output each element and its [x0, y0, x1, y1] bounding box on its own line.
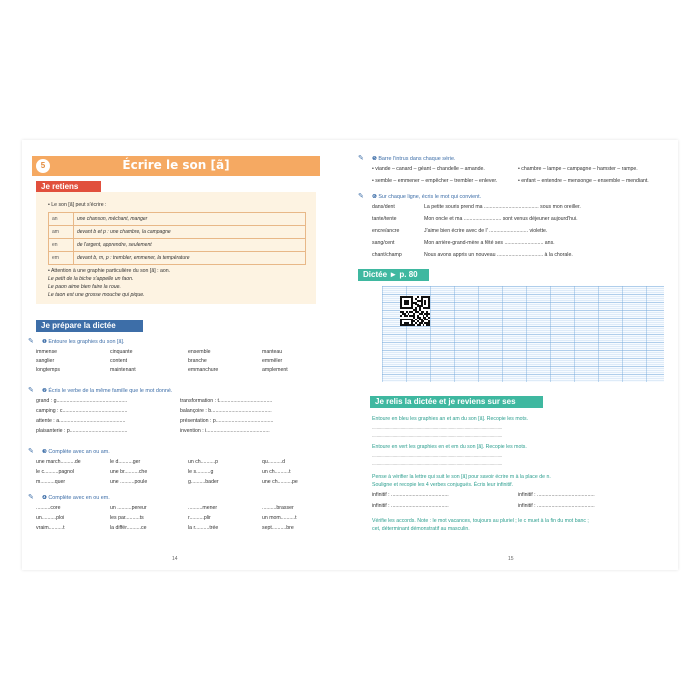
relis-instruction: cet, déterminant démonstratif au masculin. [372, 526, 470, 532]
exercise-item[interactable]: longtemps [36, 367, 60, 373]
exercise-2-title: ❷ Écris le verbe de la même famille que le mot donné. [42, 388, 173, 394]
pencil-icon: ✎ [358, 193, 364, 200]
exercise-item[interactable]: sanglier [36, 358, 55, 364]
lesson-number-badge: 5 [36, 159, 50, 173]
je-relis-heading: Je relis la dictée et je reviens sur ses difficultés [370, 396, 543, 408]
exercise-item[interactable]: ..........mener [188, 505, 218, 511]
exercise-5-series[interactable]: • semble – emmener – empêcher – trembler – enlever. [372, 178, 498, 184]
pencil-icon: ✎ [28, 494, 34, 501]
exercise-6-sentence[interactable]: J'aime bien écrire avec de l' ........................... violette. [424, 228, 548, 234]
page-number: 15 [508, 556, 514, 562]
table-row [49, 226, 306, 239]
exercise-item[interactable]: un mom..........t [262, 515, 297, 521]
exercise-item[interactable]: ensemble [188, 349, 211, 355]
retiens-example: Le taon est une grosse mouche qui pique. [48, 292, 145, 298]
exercise-item[interactable]: emmêler [262, 358, 283, 364]
exercise-item[interactable]: le s..........g [188, 469, 214, 475]
exercise-item[interactable]: une march..........de [36, 459, 81, 465]
table-value: devant b, m, p : trembler, emmener, la température [74, 252, 306, 265]
exercise-5-series[interactable]: • chambre – lampe – campagne – hamster – rampe. [518, 166, 638, 172]
pencil-icon: ✎ [28, 338, 34, 345]
retiens-intro: • Le son [ã] peut s'écrire : [48, 202, 107, 208]
exercise-item[interactable]: content [110, 358, 128, 364]
table-value: devant b et p : une chambre, la campagne [74, 226, 306, 239]
exercise-item[interactable]: un ..........pereur [110, 505, 147, 511]
exercise-item[interactable]: la différ..........ce [110, 525, 147, 531]
exercise-item[interactable]: sept..........bre [262, 525, 294, 531]
exercise-5-series[interactable]: • enfant – entendre – mensonge – ensemble – mendiant. [518, 178, 649, 184]
answer-line[interactable]: .................................................................................................................. [372, 433, 503, 439]
retiens-example: Le paon aime bien faire la roue. [48, 284, 121, 290]
graphies-table [48, 212, 306, 265]
exercise-3-title: ❸ Complète avec an ou am. [42, 449, 110, 455]
exercise-item[interactable]: ..........brasser [262, 505, 294, 511]
table-row [49, 239, 306, 252]
exercise-item[interactable]: r..........plir [188, 515, 211, 521]
exercise-item[interactable]: qu..........d [262, 459, 286, 465]
exercise-2-line[interactable]: invention : i............................................ [180, 428, 270, 434]
exercise-item[interactable]: immense [36, 349, 58, 355]
exercise-item[interactable]: un..........ploi [36, 515, 65, 521]
exercise-2-line[interactable]: présentation : p........................................ [180, 418, 274, 424]
answer-line[interactable]: .................................................................................................................. [372, 425, 503, 431]
exercise-item[interactable]: manteau [262, 349, 283, 355]
relis-instruction: Pense à vérifier la lettre qui suit le son [ã] pour savoir écrire m à la place de n. [372, 474, 551, 480]
exercise-item[interactable]: une ch..........pe [262, 479, 298, 485]
exercise-item[interactable]: le c..........pagnol [36, 469, 75, 475]
answer-line[interactable]: .................................................................................................................. [372, 461, 503, 467]
je-retiens-box [36, 192, 316, 304]
exercise-item[interactable]: une br..........che [110, 469, 148, 475]
exercise-6-title: ❻ Sur chaque ligne, écris le mot qui convient. [372, 194, 482, 200]
exercise-6-choice: tante/tente [372, 216, 397, 222]
relis-instruction: Souligne et recopie les 4 verbes conjugués. Écris leur infinitif. [372, 482, 514, 488]
exercise-item[interactable]: le d..........ger [110, 459, 141, 465]
exercise-item[interactable]: maintenant [110, 367, 136, 373]
table-value: de l'argent, apprendre, seulement [74, 239, 306, 252]
exercise-6-sentence[interactable]: Mon arrière-grand-mère a fêté ses ........................... ans. [424, 240, 555, 246]
exercise-1-title: ❶ Entoure les graphies du son [ã]. [42, 339, 125, 345]
exercise-6-choice: sang/cent [372, 240, 395, 246]
table-row [49, 252, 306, 265]
exercise-6-choice: encre/ancre [372, 228, 400, 234]
exercise-item[interactable]: cinquante [110, 349, 133, 355]
lesson-title-bar [32, 156, 320, 176]
exercise-5-series[interactable]: • viande – canard – géant – chandelle – amande. [372, 166, 485, 172]
infinitif-line[interactable]: infinitif : ........................................ [372, 492, 449, 498]
exercise-2-line[interactable]: attente : a.............................................. [36, 418, 126, 424]
qr-code-icon[interactable] [400, 296, 430, 326]
table-key: em [49, 252, 74, 265]
table-value: une chanson, méchant, manger [74, 213, 306, 226]
left-page [22, 140, 354, 570]
table-row [49, 213, 306, 226]
exercise-item[interactable]: un ch..........t [262, 469, 291, 475]
exercise-item[interactable]: g..........bader [188, 479, 219, 485]
exercise-4-title: ❹ Complète avec en ou em. [42, 495, 110, 501]
exercise-2-line[interactable]: plaisanterie : p........................................ [36, 428, 128, 434]
retiens-attention: • Attention à une graphie particulière du son [ã] : aon. [48, 268, 171, 274]
exercise-5-title: ❺ Barre l'intrus dans chaque série. [372, 156, 456, 162]
je-retiens-heading: Je retiens [36, 181, 101, 193]
exercise-2-line[interactable]: balançoire : b.......................................... [180, 408, 272, 414]
exercise-item[interactable]: un ch..........p [188, 459, 218, 465]
infinitif-line[interactable]: infinitif : ........................................ [518, 492, 595, 498]
exercise-item[interactable]: une ..........poule [110, 479, 148, 485]
exercise-item[interactable]: m..........quer [36, 479, 66, 485]
exercise-6-sentence[interactable]: Nous avons appris un nouveau ................................ à la chorale. [424, 252, 573, 258]
exercise-6-sentence[interactable]: Mon oncle et ma .......................... sont venus déjeuner aujourd'hui. [424, 216, 578, 222]
pencil-icon: ✎ [28, 387, 34, 394]
exercise-2-line[interactable]: transformation : t..................................... [180, 398, 273, 404]
infinitif-line[interactable]: infinitif : ........................................ [518, 503, 595, 509]
infinitif-line[interactable]: infinitif : ........................................ [372, 503, 449, 509]
lesson-title: Écrire le son [ã] [122, 158, 230, 172]
dictee-heading[interactable]: Dictée ► p. 80 [358, 269, 429, 281]
exercise-6-sentence[interactable]: La petite souris prend ma ...................................... sous mon oreiller. [424, 204, 581, 210]
relis-instruction: Entoure en vert les graphies en et em du son [ã]. Recopie les mots. [372, 444, 527, 450]
exercise-item[interactable]: ..........core [36, 505, 61, 511]
table-key: en [49, 239, 74, 252]
exercise-6-choice: dans/dent [372, 204, 395, 210]
page-number: 14 [172, 556, 178, 562]
exercise-item[interactable]: branche [188, 358, 207, 364]
pencil-icon: ✎ [358, 155, 364, 162]
exercise-item[interactable]: amplement [262, 367, 288, 373]
pencil-icon: ✎ [28, 448, 34, 455]
exercise-item[interactable]: emmanchure [188, 367, 219, 373]
exercise-6-choice: chant/champ [372, 252, 402, 258]
exercise-2-line[interactable]: camping : c............................................. [36, 408, 128, 414]
answer-line[interactable]: .................................................................................................................. [372, 453, 503, 459]
exercise-item[interactable]: vraim..........t [36, 525, 65, 531]
retiens-example: Le petit de la biche s'appelle un faon. [48, 276, 134, 282]
exercise-item[interactable]: les par..........ts [110, 515, 144, 521]
relis-instruction: Entoure en bleu les graphies an et am du son [ã]. Recopie les mots. [372, 416, 529, 422]
table-key: an [49, 213, 74, 226]
relis-instruction: Vérifie les accords. Note : le mot vacances, toujours au pluriel ; le c muet à la fin du mot banc ; [372, 518, 589, 524]
je-prepare-heading: Je prépare la dictée [36, 320, 143, 332]
exercise-2-line[interactable]: grand : g................................................. [36, 398, 128, 404]
table-key: am [49, 226, 74, 239]
exercise-item[interactable]: la r..........trée [188, 525, 219, 531]
